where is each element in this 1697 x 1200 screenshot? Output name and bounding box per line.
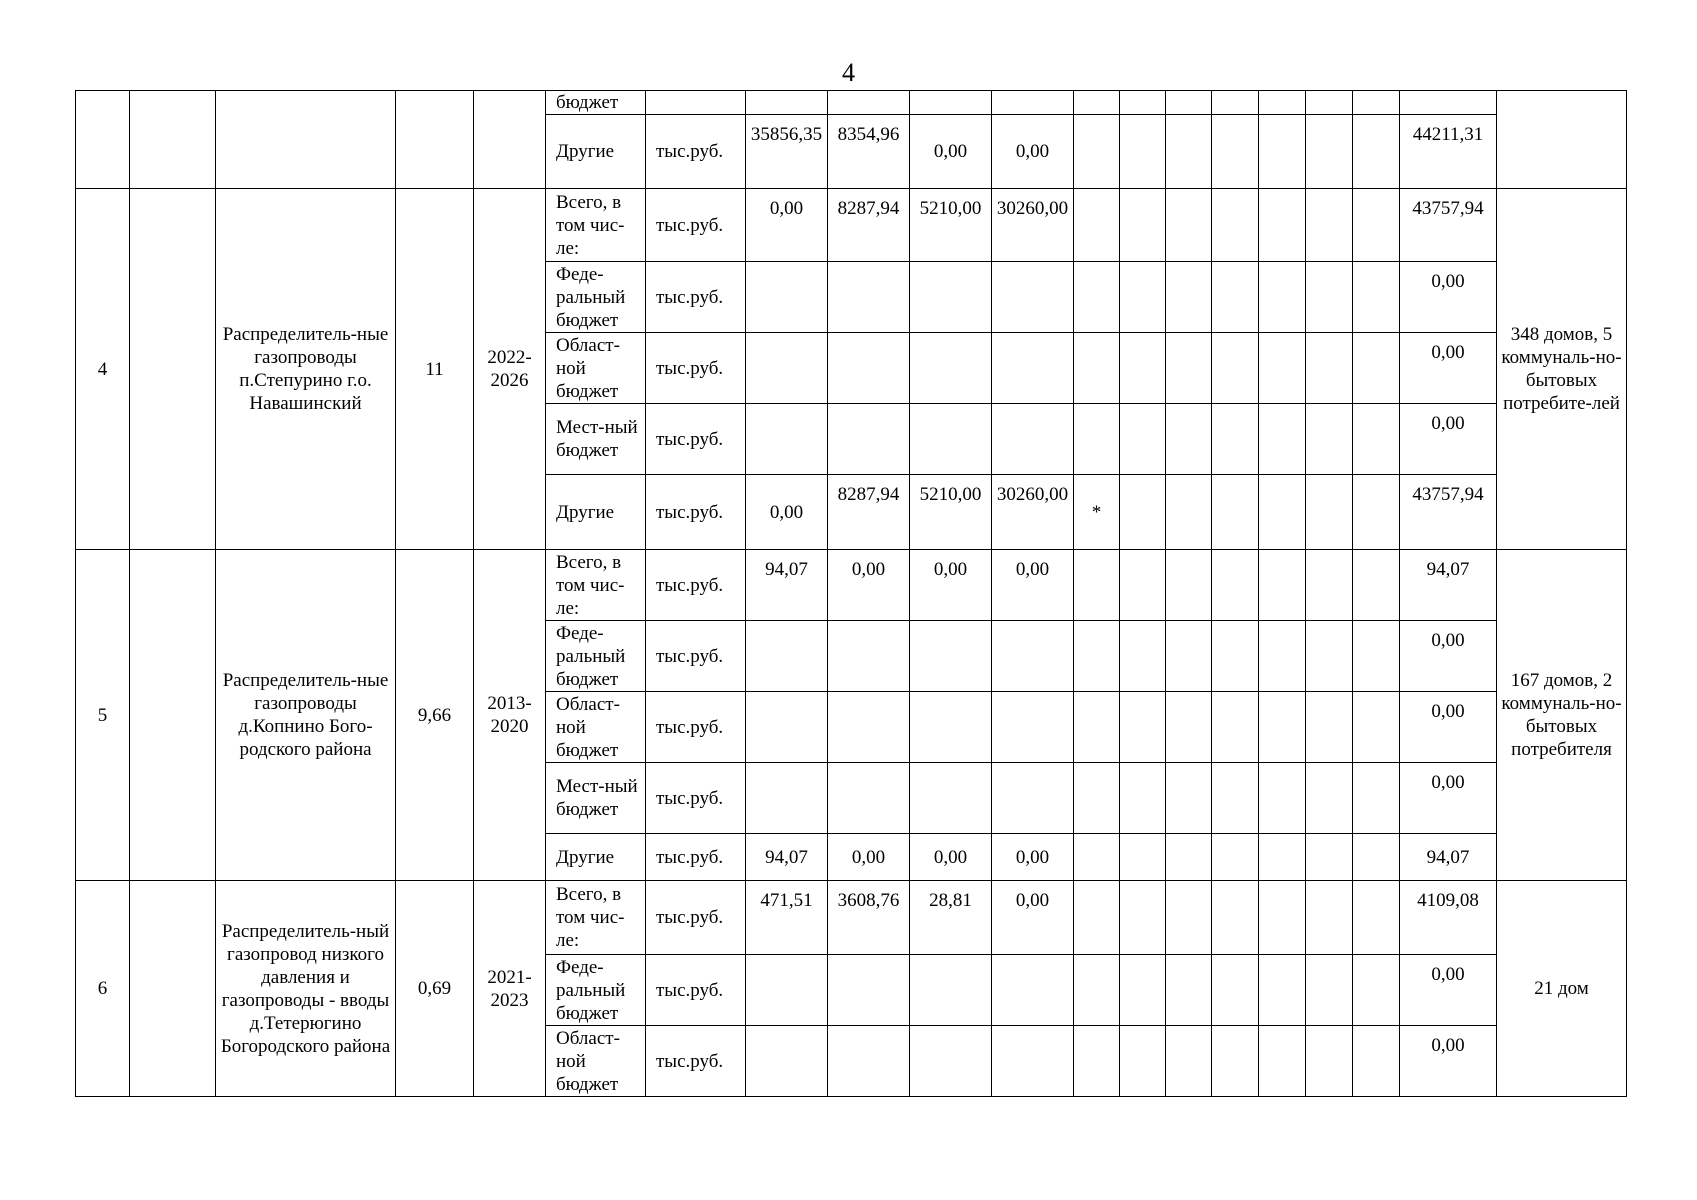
source-label: Феде-ральный бюджет [546, 955, 646, 1026]
unit-cell: тыс.руб. [646, 692, 746, 763]
value-cell: 5210,00 [910, 189, 992, 262]
unit-cell: тыс.руб. [646, 404, 746, 475]
value-cell: 5210,00 [910, 475, 992, 550]
value-cell: 0,00 [992, 881, 1074, 955]
table-row [76, 189, 1627, 262]
value-cell: 28,81 [910, 881, 992, 955]
source-label: Всего, в том чис-ле: [546, 550, 646, 621]
length-cell: 11 [396, 189, 474, 550]
source-label: Област-ной бюджет [546, 1026, 646, 1097]
length-cell: 0,69 [396, 881, 474, 1097]
source-label: Другие [546, 834, 646, 881]
value-cell: 4109,08 [1400, 881, 1497, 955]
value-cell: 0,00 [992, 550, 1074, 621]
source-label: Феде-ральный бюджет [546, 621, 646, 692]
value-cell: 44211,31 [1400, 115, 1497, 189]
value-cell: 0,00 [992, 834, 1074, 881]
value-cell: 8287,94 [828, 189, 910, 262]
value-cell: 0,00 [746, 475, 828, 550]
object-name: Распределитель-ные газопроводы п.Степурино г.о. Навашинский [216, 189, 396, 550]
value-cell: 94,07 [1400, 550, 1497, 621]
item-number: 4 [76, 189, 130, 550]
value-cell: 0,00 [992, 115, 1074, 189]
value-cell: 94,07 [746, 550, 828, 621]
source-label: Другие [546, 115, 646, 189]
value-cell: 0,00 [1400, 262, 1497, 333]
table-row [76, 881, 1627, 955]
value-cell [1074, 881, 1120, 955]
unit-cell: тыс.руб. [646, 621, 746, 692]
value-cell: 43757,94 [1400, 189, 1497, 262]
table-row [76, 550, 1627, 621]
source-label: бюджет [546, 91, 646, 115]
value-cell: 471,51 [746, 881, 828, 955]
source-label: Всего, в том чис-ле: [546, 189, 646, 262]
program-table [75, 90, 1627, 1097]
object-name: Распределитель-ный газопровод низкого давления и газопроводы - вводы д.Тетерюгино Богородского района [216, 881, 396, 1097]
value-cell: 0,00 [910, 834, 992, 881]
source-label: Феде-ральный бюджет [546, 262, 646, 333]
source-label: Област-ной бюджет [546, 333, 646, 404]
value-cell: 30260,00 [992, 189, 1074, 262]
years-cell: 2021-2023 [474, 881, 546, 1097]
value-cell: 94,07 [1400, 834, 1497, 881]
result-cell: 167 домов, 2 коммуналь-но-бытовых потребителя [1497, 550, 1627, 881]
value-cell: 0,00 [1400, 763, 1497, 834]
value-cell: 3608,76 [828, 881, 910, 955]
value-cell: 0,00 [910, 115, 992, 189]
value-cell: 0,00 [1400, 333, 1497, 404]
result-cell: 21 дом [1497, 881, 1627, 1097]
unit-cell: тыс.руб. [646, 955, 746, 1026]
source-label: Област-ной бюджет [546, 692, 646, 763]
value-cell [1074, 115, 1120, 189]
value-cell: 8354,96 [828, 115, 910, 189]
source-label: Мест-ный бюджет [546, 763, 646, 834]
unit-cell: тыс.руб. [646, 262, 746, 333]
unit-cell: тыс.руб. [646, 475, 746, 550]
unit-cell: тыс.руб. [646, 763, 746, 834]
value-cell: 0,00 [1400, 621, 1497, 692]
unit-cell: тыс.руб. [646, 550, 746, 621]
result-cell: 348 домов, 5 коммуналь-но-бытовых потребите-лей [1497, 189, 1627, 550]
value-cell: 8287,94 [828, 475, 910, 550]
value-cell: 94,07 [746, 834, 828, 881]
page-number: 4 [842, 58, 855, 87]
value-cell: 0,00 [1400, 404, 1497, 475]
value-cell [1074, 189, 1120, 262]
unit-cell: тыс.руб. [646, 1026, 746, 1097]
value-cell: 0,00 [1400, 955, 1497, 1026]
value-cell: 30260,00 [992, 475, 1074, 550]
value-cell: 0,00 [746, 189, 828, 262]
item-number: 5 [76, 550, 130, 881]
value-cell: 35856,35 [746, 115, 828, 189]
unit-cell: тыс.руб. [646, 881, 746, 955]
item-number: 6 [76, 881, 130, 1097]
value-cell: 43757,94 [1400, 475, 1497, 550]
years-cell: 2022-2026 [474, 189, 546, 550]
source-label: Всего, в том чис-ле: [546, 881, 646, 955]
unit-cell: тыс.руб. [646, 115, 746, 189]
length-cell: 9,66 [396, 550, 474, 881]
source-label: Мест-ный бюджет [546, 404, 646, 475]
value-cell: 0,00 [828, 834, 910, 881]
value-cell: 0,00 [910, 550, 992, 621]
unit-cell: тыс.руб. [646, 189, 746, 262]
unit-cell: тыс.руб. [646, 333, 746, 404]
years-cell: 2013-2020 [474, 550, 546, 881]
value-cell: 0,00 [1400, 692, 1497, 763]
source-label: Другие [546, 475, 646, 550]
value-cell [1074, 550, 1120, 621]
object-name: Распределитель-ные газопроводы д.Копнино Бого-родского района [216, 550, 396, 881]
value-cell [1074, 834, 1120, 881]
value-cell: 0,00 [1400, 1026, 1497, 1097]
value-cell: 0,00 [828, 550, 910, 621]
footnote-mark: * [1074, 475, 1120, 550]
unit-cell: тыс.руб. [646, 834, 746, 881]
table-row [76, 91, 1627, 115]
